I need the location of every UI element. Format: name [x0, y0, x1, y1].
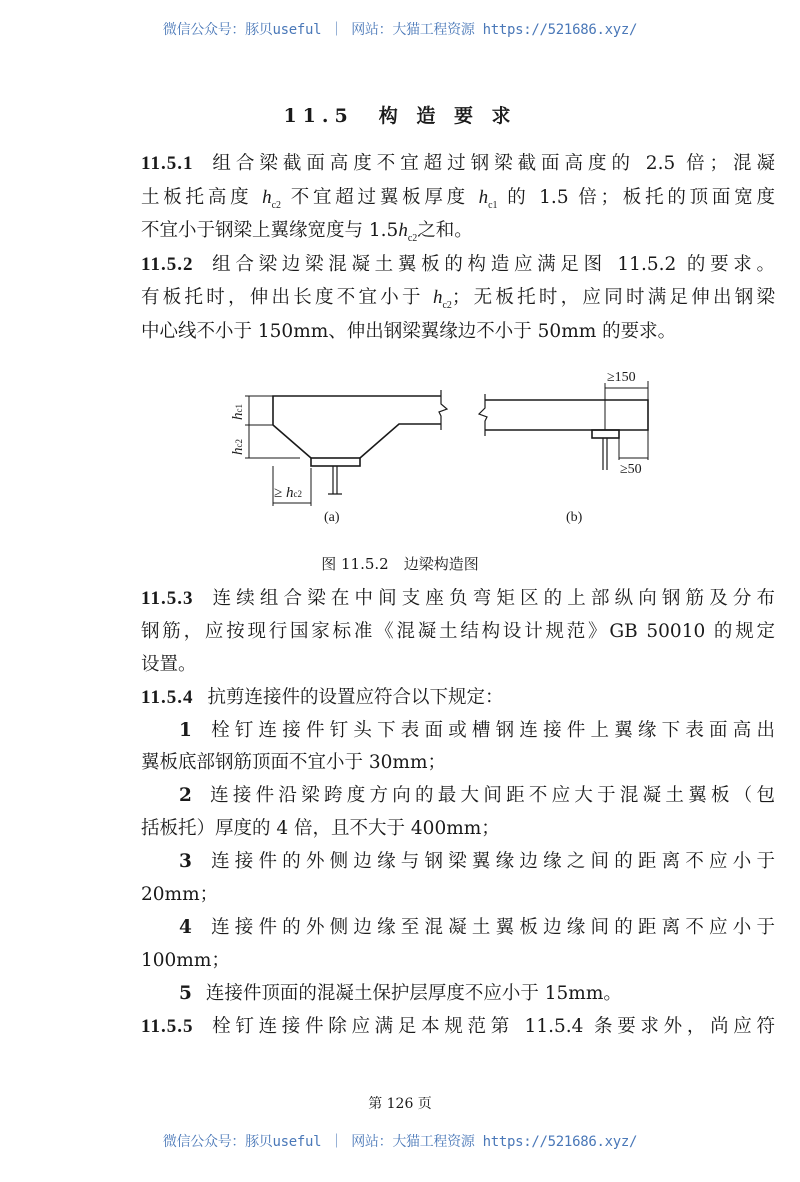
text-line	[141, 813, 775, 846]
variable-symbol: h	[478, 186, 489, 208]
figure-11-5-2	[0, 0, 800, 545]
clause-line	[141, 583, 775, 616]
text-segment: 设置。	[141, 653, 197, 675]
text-line	[141, 879, 775, 912]
label-ge-hc2: ≥ hc2	[274, 485, 302, 501]
text-segment: 栓钉连接件钉头下表面或槽钢连接件上翼缘下表面高出	[205, 719, 775, 741]
item-number: 4	[179, 916, 192, 938]
watermark-footer: 微信公众号：豚贝useful ｜ 网站：大猫工程资源 https://521686.xyz/	[162, 1134, 638, 1150]
item-number: 1	[179, 719, 192, 741]
variable-subscript: c2	[442, 300, 452, 312]
steel-flange-a	[311, 458, 360, 466]
text-segment: 栓钉连接件除应满足本规范第 11.5.4 条要求外，尚应符	[207, 1015, 775, 1037]
list-item-line	[141, 978, 775, 1011]
variable-subscript: c2	[271, 199, 282, 211]
text-segment: 连接件沿梁跨度方向的最大间距不应大于混凝土翼板（包	[205, 785, 775, 807]
text-segment: 不宜超过翼板厚度	[281, 186, 479, 208]
text-line	[141, 616, 775, 649]
text-segment: 连接件顶面的混凝土保护层厚度不应小于 15mm。	[205, 982, 622, 1004]
text-segment: 中心线不小于 150mm、伸出钢梁翼缘边不小于 50mm 的要求。	[141, 320, 677, 342]
label-b: (b)	[566, 510, 583, 525]
text-line	[141, 747, 775, 780]
page-number: 第 126 页	[368, 1096, 432, 1112]
text-segment: 连接件的外侧边缘至混凝土翼板边缘间的距离不应小于	[205, 916, 775, 938]
text-line	[141, 945, 775, 978]
variable-subscript: c2	[407, 232, 418, 244]
clause-number: 11.5.2	[141, 253, 194, 275]
dimension-lines-b	[605, 381, 648, 460]
clause-line	[141, 1011, 775, 1044]
variable-symbol: h	[398, 220, 408, 242]
clause-line	[141, 682, 775, 715]
text-segment: 100mm；	[141, 949, 230, 971]
text-segment: 20mm；	[141, 884, 219, 906]
list-item-line	[141, 846, 775, 879]
list-item-line	[141, 715, 775, 748]
text-segment: 不宜小于钢梁上翼缘宽度与 1.5	[141, 220, 399, 242]
label-hc1: hc1	[230, 404, 246, 420]
text-line	[141, 649, 775, 682]
slab-with-haunch	[273, 396, 441, 458]
steel-web-b	[603, 438, 607, 470]
text-segment: 土板托高度	[141, 186, 263, 208]
text-segment: 有板托时，伸出长度不宜小于	[141, 287, 433, 309]
text-segment: 括板托）厚度的 4 倍，且不大于 400mm；	[141, 818, 500, 840]
item-number: 2	[179, 785, 192, 807]
item-number: 5	[179, 982, 192, 1004]
text-segment: 连续组合梁在中间支座负弯矩区的上部纵向钢筋及分布	[207, 588, 775, 609]
variable-symbol: h	[432, 287, 443, 309]
clause-number: 11.5.5	[141, 1015, 194, 1037]
text-block-2	[141, 583, 775, 1043]
clause-number: 11.5.3	[141, 588, 194, 609]
watermark-header: 微信公众号：豚贝useful ｜ 网站：大猫工程资源 https://521686.xyz/	[162, 22, 638, 38]
variable-symbol: h	[262, 186, 272, 208]
label-hc2: hc2	[230, 439, 246, 455]
text-segment: 组合梁截面高度不宜超过钢梁截面高度的 2.5 倍；混凝	[207, 153, 775, 174]
text-segment: 钢筋，应按现行国家标准《混凝土结构设计规范》GB 50010 的规定	[141, 620, 775, 642]
text-segment: 连接件的外侧边缘与钢梁翼缘边缘之间的距离不应小于	[205, 851, 775, 873]
steel-web-a	[328, 466, 342, 494]
item-number: 3	[179, 851, 192, 873]
clause-number: 11.5.1	[141, 153, 194, 174]
label-a: (a)	[324, 510, 340, 525]
figure-caption: 图 11.5.2 边梁构造图	[321, 555, 479, 573]
text-segment: 的 1.5 倍；板托的顶面宽度	[497, 186, 775, 208]
clause-number: 11.5.4	[141, 686, 194, 708]
list-item-line	[141, 780, 775, 813]
label-ge50: ≥50	[620, 462, 642, 477]
label-ge150: ≥150	[607, 370, 636, 385]
text-segment: 抗剪连接件的设置应符合以下规定：	[207, 686, 504, 708]
text-segment: 组合梁边梁混凝土翼板的构造应满足图 11.5.2 的要求。	[207, 253, 775, 275]
text-segment: 翼板底部钢筋顶面不宜小于 30mm；	[141, 752, 447, 774]
list-item-line	[141, 912, 775, 945]
text-segment: ；无板托时，应同时满足伸出钢梁	[451, 287, 775, 309]
section-title: 11.5 构 造 要 求	[283, 105, 517, 127]
steel-flange-b	[592, 430, 619, 438]
slab-no-haunch	[485, 400, 648, 430]
text-segment: 之和。	[417, 220, 473, 242]
variable-subscript: c1	[488, 199, 498, 211]
